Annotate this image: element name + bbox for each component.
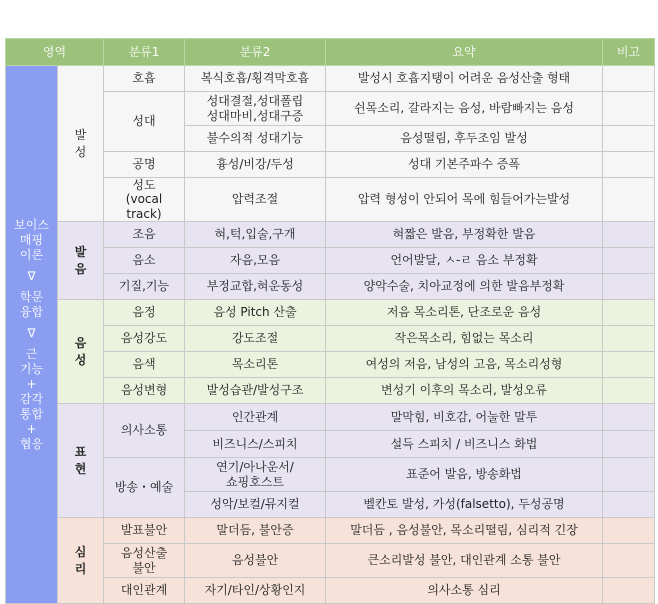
summary-cell: 작은목소리, 힘없는 목소리: [326, 326, 603, 352]
category2-cell: 인간관계: [185, 404, 326, 431]
note-cell: [603, 152, 655, 178]
category1-cell: 음성강도: [104, 326, 185, 352]
note-cell: [603, 378, 655, 404]
group-label-psychology: 심 리: [58, 518, 104, 604]
category1-cell: 의사소통: [104, 404, 185, 458]
note-cell: [603, 178, 655, 222]
category2-cell: 흉성/비강/두성: [185, 152, 326, 178]
summary-cell: 설득 스피치 / 비즈니스 화법: [326, 431, 603, 458]
summary-cell: 말더듬 , 음성불안, 목소리떨림, 심리적 긴장: [326, 518, 603, 544]
category1-cell: 대인관계: [104, 578, 185, 604]
group-label-expression: 표 현: [58, 404, 104, 518]
category2-cell: 불수의적 성대기능: [185, 126, 326, 152]
category1-cell: 성도 (vocal track): [104, 178, 185, 222]
summary-cell: 의사소통 심리: [326, 578, 603, 604]
category1-cell: 음소: [104, 248, 185, 274]
note-cell: [603, 126, 655, 152]
note-cell: [603, 458, 655, 492]
summary-cell: 말막힘, 비호감, 어눌한 말투: [326, 404, 603, 431]
note-cell: [603, 92, 655, 126]
table-row: [6, 178, 655, 222]
table-row: [6, 66, 655, 92]
summary-cell: 큰소리발성 불안, 대인관계 소통 불안: [326, 544, 603, 578]
table-row: [6, 458, 655, 492]
category2-cell: 압력조절: [185, 178, 326, 222]
category1-cell: 공명: [104, 152, 185, 178]
summary-cell: 양악수술, 치아교정에 의한 발음부정확: [326, 274, 603, 300]
summary-cell: 성대 기본주파수 증폭: [326, 152, 603, 178]
category1-cell: 방송・예술: [104, 458, 185, 518]
summary-cell: 변성기 이후의 목소리, 발성오류: [326, 378, 603, 404]
table-row: [6, 222, 655, 248]
category2-cell: 부정교합,혀운동성: [185, 274, 326, 300]
note-cell: [603, 492, 655, 518]
header-category2: 분류2: [185, 39, 326, 66]
note-cell: [603, 300, 655, 326]
category1-cell: 발표불안: [104, 518, 185, 544]
header-area: 영역: [6, 39, 104, 66]
note-cell: [603, 274, 655, 300]
table-row: [6, 300, 655, 326]
note-cell: [603, 352, 655, 378]
category1-cell: 음정: [104, 300, 185, 326]
group-label-voice: 음 성: [58, 300, 104, 404]
summary-cell: 압력 형성이 안되어 목에 힘들어가는발성: [326, 178, 603, 222]
summary-cell: 표준어 발음, 방송화법: [326, 458, 603, 492]
table-row: [6, 92, 655, 126]
header-summary: 요약: [326, 39, 603, 66]
note-cell: [603, 578, 655, 604]
category2-cell: 복식호흡/횡격막호흡: [185, 66, 326, 92]
summary-cell: 음성떨림, 후두조임 발성: [326, 126, 603, 152]
summary-cell: 여성의 저음, 남성의 고음, 목소리성형: [326, 352, 603, 378]
category2-cell: 발성습관/발성구조: [185, 378, 326, 404]
summary-cell: 언어발달, ㅅ-ㄹ 음소 부정확: [326, 248, 603, 274]
table-row: [6, 518, 655, 544]
category2-cell: 목소리톤: [185, 352, 326, 378]
table-row: [6, 248, 655, 274]
category1-cell: 음색: [104, 352, 185, 378]
group-label-pronunciation: 발 음: [58, 222, 104, 300]
category2-cell: 비즈니스/스피치: [185, 431, 326, 458]
summary-cell: 발성시 호흡지탱이 어려운 음성산출 형태: [326, 66, 603, 92]
voice-mapping-table: [5, 38, 655, 604]
category2-cell: 음성불안: [185, 544, 326, 578]
summary-cell: 쉰목소리, 갈라지는 음성, 바람빠지는 음성: [326, 92, 603, 126]
summary-cell: 저음 목소리톤, 단조로운 음성: [326, 300, 603, 326]
category2-cell: 강도조절: [185, 326, 326, 352]
category1-cell: 기질,기능: [104, 274, 185, 300]
summary-cell: 혀짧은 발음, 부정확한 발음: [326, 222, 603, 248]
table-row: [6, 578, 655, 604]
table-row: [6, 544, 655, 578]
table-row: [6, 152, 655, 178]
note-cell: [603, 326, 655, 352]
note-cell: [603, 66, 655, 92]
category1-cell: 음성변형: [104, 378, 185, 404]
category1-cell: 음성산출 불안: [104, 544, 185, 578]
summary-cell: 벨칸토 발성, 가성(falsetto), 두성공명: [326, 492, 603, 518]
category2-cell: 성대결절,성대폴립 성대마비,성대구증: [185, 92, 326, 126]
category1-cell: 조음: [104, 222, 185, 248]
category2-cell: 음성 Pitch 산출: [185, 300, 326, 326]
category1-cell: 호흡: [104, 66, 185, 92]
group-label-phonation: 발 성: [58, 66, 104, 222]
note-cell: [603, 404, 655, 431]
header-category1: 분류1: [104, 39, 185, 66]
table-row: [6, 274, 655, 300]
note-cell: [603, 431, 655, 458]
note-cell: [603, 518, 655, 544]
category2-cell: 자음,모음: [185, 248, 326, 274]
table-row: [6, 404, 655, 431]
category1-cell: 성대: [104, 92, 185, 152]
table-row: [6, 352, 655, 378]
category2-cell: 말더듬, 불안증: [185, 518, 326, 544]
category2-cell: 연기/아나운서/ 쇼핑호스트: [185, 458, 326, 492]
area-label: 보이스 매핑 이론 ∇ 학문 융합 ∇ 근 기능 + 감각 통합 + 협응: [6, 66, 58, 604]
note-cell: [603, 222, 655, 248]
category2-cell: 성악/보컬/뮤지컬: [185, 492, 326, 518]
header-row: [6, 39, 655, 66]
table-row: [6, 378, 655, 404]
category2-cell: 혀,턱,입술,구개: [185, 222, 326, 248]
header-note: 비고: [603, 39, 655, 66]
table-row: [6, 326, 655, 352]
category2-cell: 자기/타인/상황인지: [185, 578, 326, 604]
note-cell: [603, 544, 655, 578]
note-cell: [603, 248, 655, 274]
